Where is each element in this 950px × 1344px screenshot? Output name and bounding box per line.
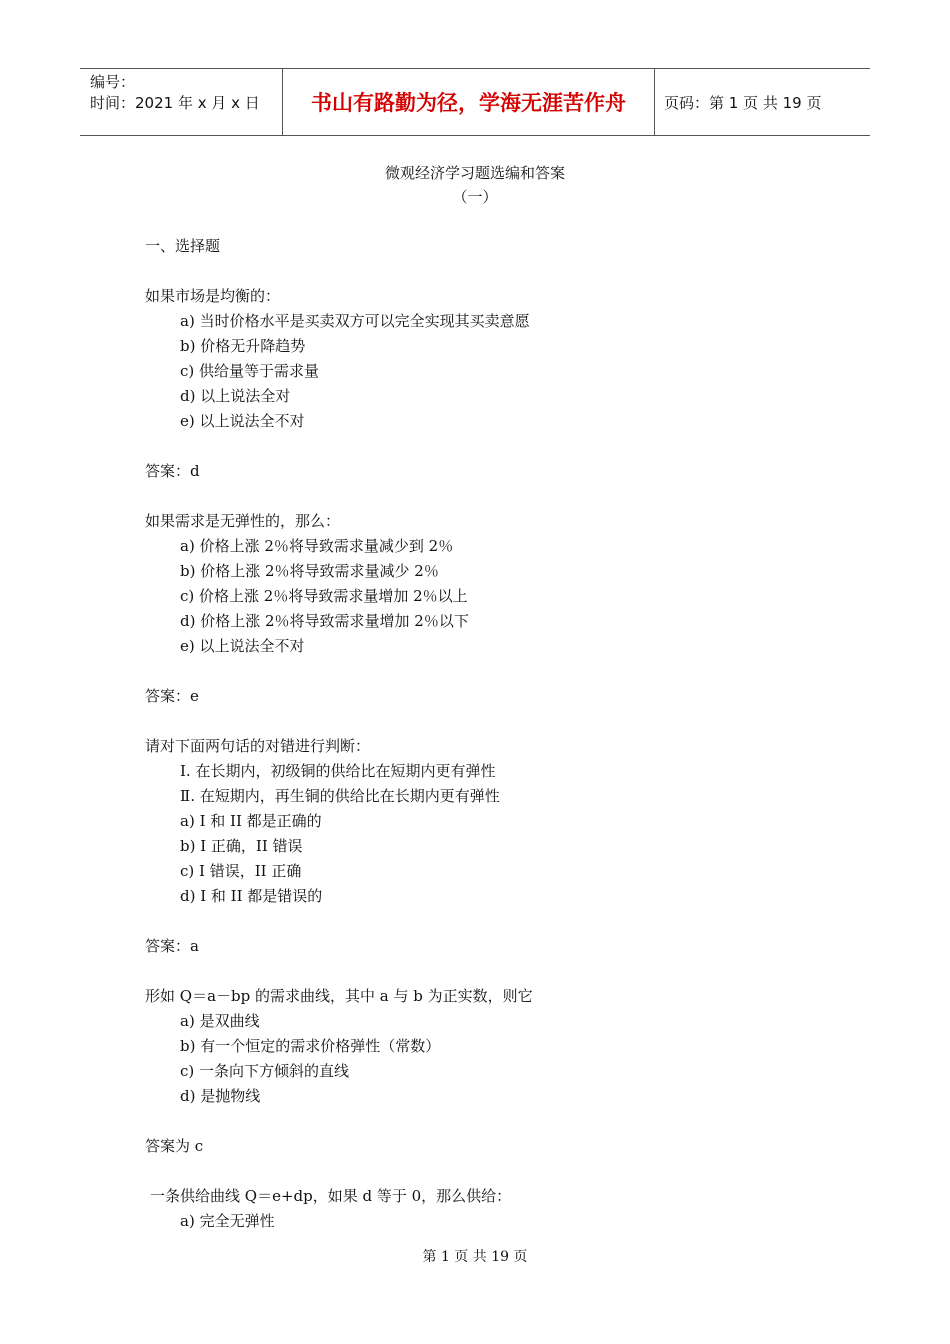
question-option: c) 价格上涨 2％将导致需求量增加 2％以上	[180, 587, 468, 605]
document-subtitle: （一）	[452, 188, 498, 206]
question-option: a) 是双曲线	[180, 1012, 260, 1030]
question-option: d) I 和 II 都是错误的	[180, 887, 323, 905]
question-option: e) 以上说法全不对	[180, 637, 305, 655]
question-stem: 如果需求是无弹性的，那么：	[145, 512, 341, 530]
question-statement: Ⅱ. 在短期内，再生铜的供给比在长期内更有弹性	[180, 787, 500, 805]
answer: 答案为 c	[145, 1137, 204, 1155]
question-option: c) I 错误，II 正确	[180, 862, 302, 880]
question-stem: 形如 Q＝a－bp 的需求曲线，其中 a 与 b 为正实数，则它	[145, 987, 533, 1005]
document-title: 微观经济学习题选编和答案	[384, 164, 565, 182]
header-info	[80, 69, 282, 135]
question-option: c) 一条向下方倾斜的直线	[180, 1062, 350, 1080]
question-option: a) 当时价格水平是买卖双方可以完全实现其买卖意愿	[180, 312, 530, 330]
answer: 答案：e	[145, 687, 199, 705]
question-option: a) 价格上涨 2％将导致需求量减少到 2％	[180, 537, 454, 555]
question-option: d) 价格上涨 2％将导致需求量增加 2％以下	[180, 612, 469, 630]
question-option: b) 价格无升降趋势	[180, 337, 306, 355]
number-label: 编号：	[90, 73, 136, 91]
question-option: b) 有一个恒定的需求价格弹性（常数）	[180, 1037, 441, 1055]
page-header	[80, 68, 870, 136]
question-option: a) I 和 II 都是正确的	[180, 812, 322, 830]
question-option: d) 是抛物线	[180, 1087, 261, 1105]
question-option: a) 完全无弹性	[180, 1212, 275, 1230]
question-statement: I. 在长期内，初级铜的供给比在短期内更有弹性	[180, 762, 496, 780]
question-option: c) 供给量等于需求量	[180, 362, 320, 380]
date-label: 时间：2021 年 x 月 x 日	[90, 94, 260, 112]
question-option: e) 以上说法全不对	[180, 412, 305, 430]
question-option: b) I 正确，II 错误	[180, 837, 303, 855]
motto: 书山有路勤为径，学海无涯苦作舟	[282, 69, 655, 135]
question-stem: 请对下面两句话的对错进行判断：	[145, 737, 371, 755]
question-stem: 如果市场是均衡的：	[145, 287, 281, 305]
question-option: d) 以上说法全对	[180, 387, 291, 405]
page-label: 页码：第 1 页 共 19 页	[664, 93, 822, 112]
question-option: b) 价格上涨 2％将导致需求量减少 2％	[180, 562, 439, 580]
question-stem: 一条供给曲线 Q＝e+dp，如果 d 等于 0，那么供给：	[150, 1187, 512, 1205]
answer: 答案：d	[145, 462, 200, 480]
document-body	[145, 234, 845, 1234]
page-footer: 第 1 页 共 19 页	[422, 1249, 528, 1265]
answer: 答案：a	[145, 937, 199, 955]
section-heading: 一、选择题	[145, 237, 221, 255]
